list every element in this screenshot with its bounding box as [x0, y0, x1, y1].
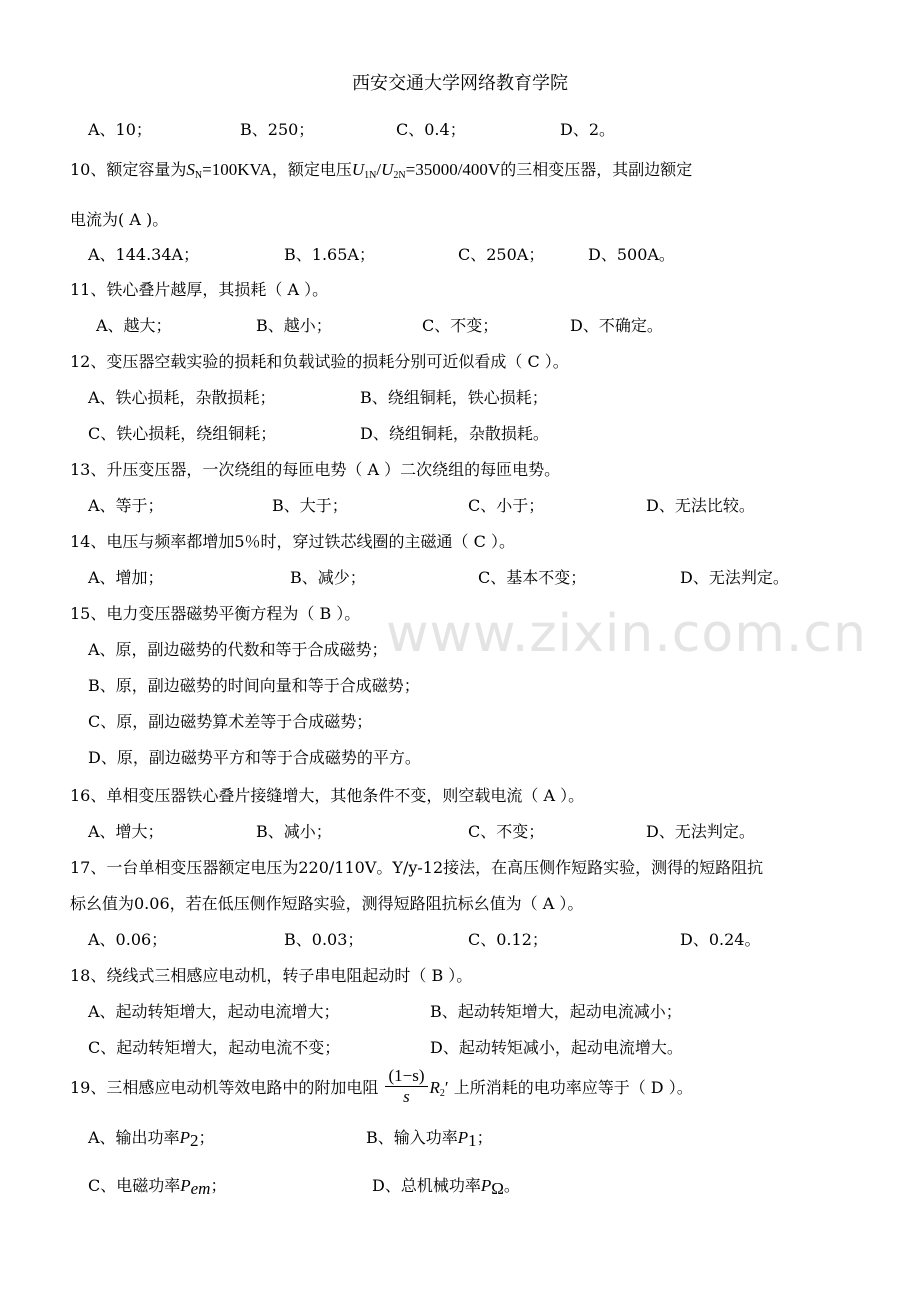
q15-option-d: D、原，副边磁势平方和等于合成磁势的平方。 [88, 748, 421, 767]
q9-option-b: B、250； [240, 120, 315, 139]
q19-resistance: $R_2'$ [429, 1078, 449, 1099]
q12-option-b: B、绕组铜耗，铁心损耗； [360, 388, 548, 407]
q11-option-b: B、越小； [256, 316, 332, 335]
question-14: 14、电压与频率都增加5％时，穿过铁芯线圈的主磁通（ C ）。 [70, 532, 515, 551]
q17-option-d: D、0.24。 [680, 930, 761, 949]
q19-option-c: C、电磁功率$P_{em}$； [88, 1176, 227, 1198]
q14-option-a: A、增加； [88, 568, 164, 587]
q16-option-b: B、减小； [256, 822, 332, 841]
q19-option-d: D、总机械功率$P_\Omega$。 [372, 1176, 520, 1198]
question-17-line1: 17、一台单相变压器额定电压为220/110V。Y/y-12接法，在高压侧作短路实验，测得的短路阻抗 [70, 858, 764, 877]
q19-suffix: 上所消耗的电功率应等于（ D ）。 [453, 1078, 693, 1097]
q16-option-d: D、无法判定。 [646, 822, 755, 841]
q10-voltage-formula: $U_{1N}/U_{2N}=35000/400V$ [351, 160, 501, 181]
q13-option-c: C、小于； [468, 496, 545, 515]
q9-option-a: A、10； [88, 120, 152, 139]
q9-option-d: D、2。 [560, 120, 616, 139]
q10-option-d: D、500A。 [588, 245, 675, 264]
q13-option-a: A、等于； [88, 496, 164, 515]
q18-option-c: C、起动转矩增大，起动电流不变； [88, 1038, 341, 1057]
q17-option-c: C、0.12； [468, 930, 548, 949]
q18-option-d: D、起动转矩减小，起动电流增大。 [430, 1038, 683, 1057]
q12-option-c: C、铁心损耗，绕组铜耗； [88, 424, 277, 443]
q15-option-c: C、原，副边磁势算术差等于合成磁势； [88, 712, 373, 731]
q12-option-a: A、铁心损耗，杂散损耗； [88, 388, 276, 407]
q19-option-a: A、输出功率$P_2$； [88, 1128, 215, 1150]
q19-prefix: 19、三相感应电动机等效电路中的附加电阻 [70, 1078, 379, 1097]
q10-option-a: A、144.34A； [88, 245, 200, 264]
q9-option-c: C、0.4； [396, 120, 466, 139]
question-15: 15、电力变压器磁势平衡方程为（ B ）。 [70, 604, 361, 623]
question-10 [70, 160, 692, 180]
page-title: 西安交通大学网络教育学院 [352, 73, 568, 94]
q11-option-c: C、不变； [422, 316, 499, 335]
question-18: 18、绕线式三相感应电动机，转子串电阻起动时（ B ）。 [70, 966, 473, 985]
q11-option-d: D、不确定。 [570, 316, 663, 335]
q18-option-b: B、起动转矩增大，起动电流减小； [430, 1002, 682, 1021]
q10-option-c: C、250A； [458, 245, 545, 264]
question-11: 11、铁心叠片越厚，其损耗（ A ）。 [70, 280, 329, 299]
q15-option-b: B、原，副边磁势的时间向量和等于合成磁势； [88, 676, 420, 695]
question-17-line2: 标幺值为0.06，若在低压侧作短路实验，测得短路阻抗标幺值为（ A ）。 [70, 894, 584, 913]
question-19 [70, 1068, 693, 1112]
question-13: 13、升压变压器，一次绕组的每匝电势（ A ）二次绕组的每匝电势。 [70, 460, 561, 479]
question-16: 16、单相变压器铁心叠片接缝增大，其他条件不变，则空载电流（ A ）。 [70, 786, 585, 805]
q13-option-b: B、大于； [272, 496, 348, 515]
q14-option-d: D、无法判定。 [680, 568, 789, 587]
q17-option-a: A、0.06； [88, 930, 168, 949]
q10-option-b: B、1.65A； [284, 245, 375, 264]
q19-option-b: B、输入功率$P_1$； [366, 1128, 493, 1150]
q12-option-d: D、绕组铜耗，杂散损耗。 [360, 424, 549, 443]
q15-option-a: A、原，副边磁势的代数和等于合成磁势； [88, 640, 388, 659]
q14-option-b: B、减少； [290, 568, 366, 587]
q10-prefix: 10、额定容量为 [70, 160, 187, 179]
q16-option-a: A、增大； [88, 822, 164, 841]
q14-option-c: C、基本不变； [478, 568, 587, 587]
watermark: www.zixin.com.cn [386, 604, 867, 664]
q11-option-a: A、越大； [96, 316, 172, 335]
q16-option-c: C、不变； [468, 822, 545, 841]
q19-fraction: $\frac{(1-s)}{s}$ [385, 1066, 427, 1107]
q10-suffix: 的三相变压器，其副边额定 [500, 160, 693, 179]
question-12: 12、变压器空载实验的损耗和负载试验的损耗分别可近似看成（ C ）。 [70, 352, 569, 371]
q18-option-a: A、起动转矩增大，起动电流增大； [88, 1002, 340, 1021]
q10-mid: ，额定电压 [271, 160, 352, 179]
q13-option-d: D、无法比较。 [646, 496, 755, 515]
q17-option-b: B、0.03； [284, 930, 364, 949]
q10-line2: 电流为( A )。 [70, 210, 169, 229]
q10-formula: $S_N=100KVA$ [186, 160, 272, 181]
